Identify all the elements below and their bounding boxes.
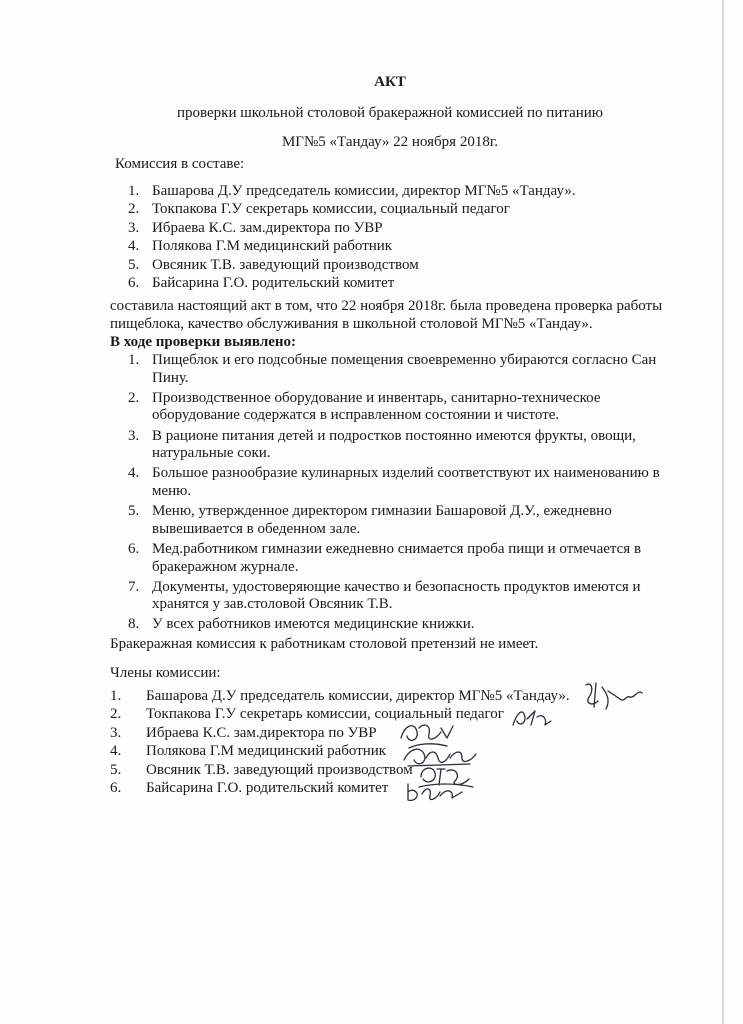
list-item	[110, 779, 570, 797]
list-item-number: 1.	[128, 183, 140, 199]
list-item	[110, 742, 570, 760]
document-title: АКТ	[374, 74, 406, 90]
list-item-number: 5.	[128, 503, 140, 520]
list-item-text: Большое разнообразие кулинарных изделий соответствуют их наименованию в меню.	[152, 465, 660, 499]
list-item-text: Башарова Д.У председатель комиссии, директор МГ№5 «Тандау».	[152, 183, 576, 199]
list-item	[128, 503, 668, 538]
members-label: Члены комиссии:	[110, 665, 221, 681]
list-item-number: 4.	[110, 743, 122, 760]
list-item	[110, 705, 570, 723]
list-item	[128, 219, 576, 237]
signature-2	[507, 703, 557, 731]
list-item	[110, 761, 570, 779]
list-item-number: 5.	[110, 761, 122, 778]
list-item	[110, 687, 570, 705]
list-item	[128, 616, 668, 634]
list-item	[128, 465, 668, 500]
list-item-number: 2.	[128, 389, 140, 406]
list-item-text: Документы, удостоверяющие качество и безопасность продуктов имеются и хранятся у зав.столовой Овсяник Т.В.	[152, 578, 641, 613]
page-edge	[722, 0, 724, 1024]
list-item-text: Пищеблок и его подсобные помещения своевременно убираются согласно Сан Пину.	[152, 352, 657, 386]
list-item-text: Мед.работником гимназии ежедневно снимается проба пищи и отмечается в бракеражном журнале.	[152, 540, 642, 575]
list-item-text: Токпакова Г.У секретарь комиссии, социальный педагог	[152, 201, 510, 218]
list-item-text: Байсарина Г.О. родительский комитет	[152, 274, 395, 291]
list-item	[128, 182, 576, 200]
list-item-number: 3.	[128, 427, 140, 444]
list-item-text: Овсяник Т.В. заведующий производством	[146, 761, 413, 778]
list-item-number: 4.	[128, 238, 140, 255]
list-item	[128, 579, 668, 614]
findings-list	[128, 352, 668, 637]
list-item-number: 7.	[128, 578, 140, 595]
list-item-number: 4.	[128, 465, 140, 482]
list-item	[128, 428, 668, 463]
document-subtitle-line2: МГ№5 «Тандау» 22 ноября 2018г.	[281, 134, 499, 150]
conclusion-text: Бракеражная комиссия к работникам столовой претензий не имеет.	[110, 636, 539, 652]
list-item	[128, 274, 576, 292]
list-item-number: 3.	[128, 219, 140, 236]
list-item-number: 6.	[128, 540, 140, 557]
composition-label: Комиссия в составе:	[115, 156, 245, 172]
signature-6	[400, 778, 470, 806]
list-item-text: Ибраева К.С. зам.директора по УВР	[146, 724, 377, 741]
signature-1	[580, 677, 650, 717]
list-item-text: Полякова Г.М медицинский работник	[152, 238, 393, 255]
list-item	[128, 390, 668, 425]
findings-heading: В ходе проверки выявлено:	[110, 334, 297, 350]
list-item-number: 6.	[128, 274, 140, 291]
list-item-text: Полякова Г.М медицинский работник	[146, 743, 387, 760]
list-item-number: 8.	[128, 616, 140, 633]
list-item	[128, 352, 668, 387]
list-item-text: Производственное оборудование и инвентарь, санитарно-техническое оборудование содержатся в исправленном состоянии и чистоте.	[152, 389, 601, 424]
list-item-text: У всех работников имеются медицинские книжки.	[152, 616, 475, 633]
list-item-number: 1.	[110, 688, 122, 704]
list-item-number: 2.	[110, 706, 122, 723]
commission-members-list	[128, 182, 576, 292]
list-item-text: Башарова Д.У председатель комиссии, директор МГ№5 «Тандау».	[146, 688, 570, 704]
list-item-number: 1.	[128, 352, 140, 368]
list-item-text: Ибраева К.С. зам.директора по УВР	[152, 219, 383, 236]
list-item	[128, 256, 576, 274]
document-subtitle-line1: проверки школьной столовой бракеражной комиссией по питанию	[176, 105, 604, 121]
list-item-text: В рационе питания детей и подростков постоянно имеются фрукты, овощи, натуральные соки.	[152, 427, 636, 462]
list-item-number: 6.	[110, 779, 122, 796]
list-item-text: Овсяник Т.В. заведующий производством	[152, 256, 419, 273]
signatories-list	[110, 687, 570, 797]
list-item-number: 3.	[110, 724, 122, 741]
list-item	[110, 724, 570, 742]
list-item-text: Токпакова Г.У секретарь комиссии, социальный педагог	[146, 706, 504, 723]
list-item-number: 5.	[128, 256, 140, 273]
list-item-text: Байсарина Г.О. родительский комитет	[146, 779, 389, 796]
list-item	[128, 237, 576, 255]
list-item-number: 2.	[128, 201, 140, 218]
intro-paragraph: составила настоящий акт в том, что 22 ноября 2018г. была проведена проверка работы пищеблока, качество обслуживания в школьной столовой МГ№5 «Тандау».	[110, 298, 663, 332]
list-item	[128, 541, 668, 576]
list-item-text: Меню, утвержденное директором гимназии Башаровой Д.У., ежедневно вывешивается в обеденном зале.	[152, 503, 612, 537]
list-item	[128, 200, 576, 218]
